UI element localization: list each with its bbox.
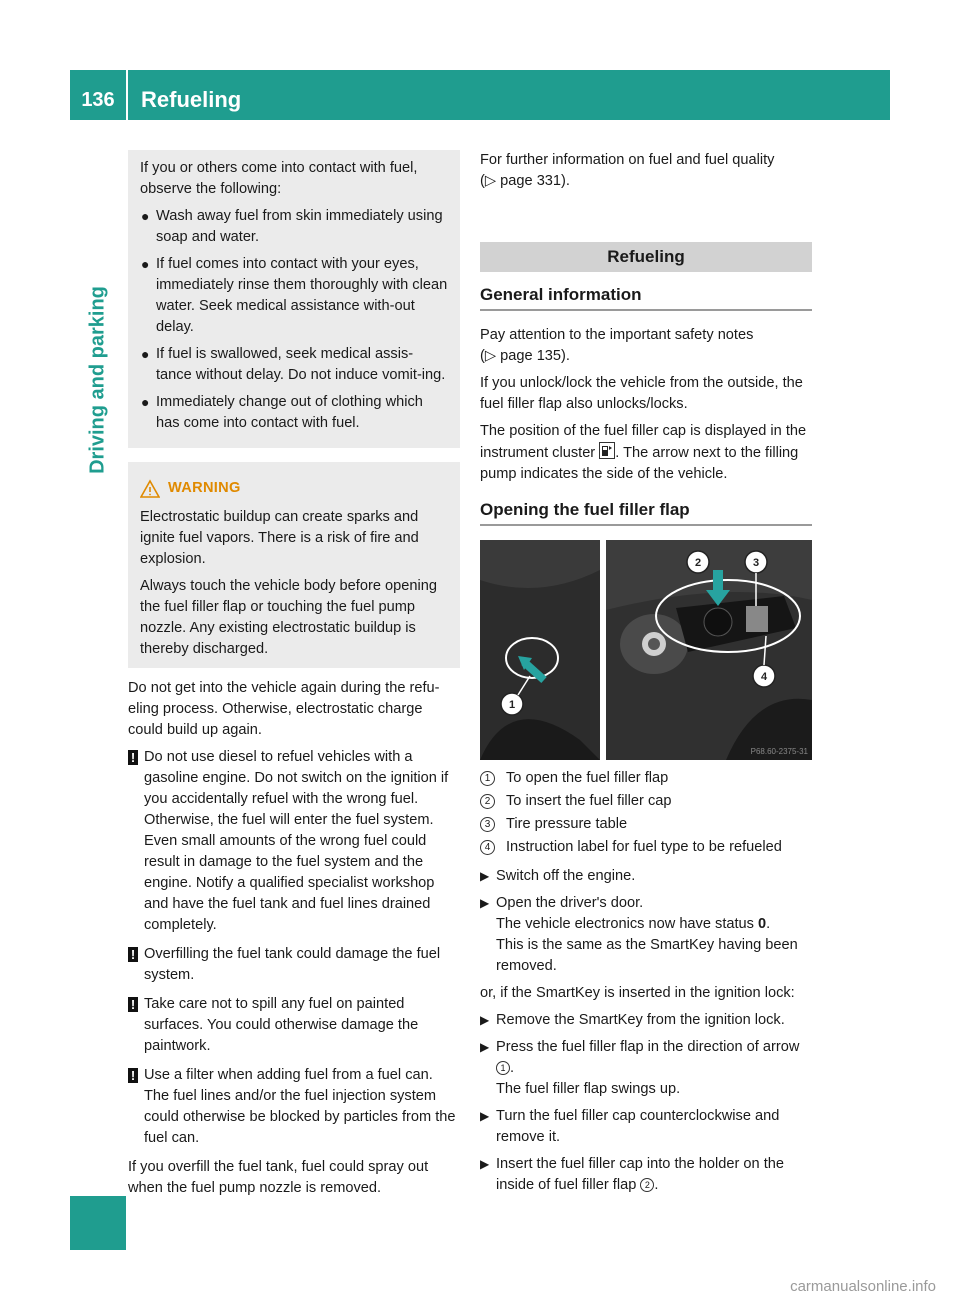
unlock-info: If you unlock/lock the vehicle from the outside, the fuel filler flap also unlocks/locks. [480, 375, 803, 412]
page-title: Refueling [141, 87, 242, 112]
caution-icon: ! [128, 997, 138, 1012]
step-arrow-icon: ▶ [480, 896, 490, 910]
step-arrow-icon: ▶ [480, 1040, 490, 1054]
header-divider [126, 70, 128, 120]
safety-notes: Pay attention to the important safety notes (▷ page 135). [480, 327, 754, 364]
fuel-pump-icon [599, 442, 615, 459]
step-arrow-icon: ▶ [480, 1109, 490, 1123]
caution-icon: ! [128, 1068, 138, 1083]
watermark: carmanualsonline.info [790, 1278, 936, 1295]
section-title: Refueling [480, 242, 812, 272]
bullet-icon: ● [141, 256, 150, 272]
overfill-note: If you overfill the fuel tank, fuel could spray out when the fuel pump nozzle is removed. [128, 1159, 429, 1196]
warning-text-1: Electrostatic buildup can create sparks and ignite fuel vapors. There is a risk of fire and explosion. [140, 509, 419, 567]
page-ref-arrow-icon: ▷ [484, 173, 497, 189]
legend-item: 4 Instruction label for fuel type to be refueled [480, 837, 812, 858]
step-arrow-icon: ▶ [480, 1013, 490, 1027]
general-info-heading: General information [480, 284, 812, 311]
warning-label: WARNING [168, 480, 241, 496]
fuel-filler-figure [480, 540, 812, 760]
legend-item: 1 To open the fuel filler flap [480, 768, 812, 789]
instruction-step: ▶ Insert the fuel filler cap into the holder on the inside of fuel filler flap 2 . [480, 1156, 784, 1193]
page-number: 136 [81, 89, 115, 111]
legend-item: 2 To insert the fuel filler cap [480, 791, 812, 812]
list-item: ● Wash away fuel from skin immediately using soap and water. [141, 208, 443, 245]
svg-text:3: 3 [752, 557, 760, 569]
callout-number: 1 [496, 1061, 510, 1075]
caution-note: ! Overfilling the fuel tank could damage the fuel system. [128, 944, 460, 986]
warning-heading [140, 478, 448, 499]
list-item: ● If fuel is swallowed, seek medical assis-tance without delay. Do not induce vomit-ing. [141, 346, 446, 383]
callout-number: 3 [480, 817, 495, 832]
left-column [128, 150, 460, 1205]
fuel-contact-intro: If you or others come into contact with fuel, observe the following: [140, 160, 418, 197]
electrostatic-note: Do not get into the vehicle again during the refu-eling process. Otherwise, electrostatic charge could build up again. [128, 680, 440, 738]
svg-text:4: 4 [760, 671, 768, 683]
position-info: The position of the fuel filler cap is displayed in the instrument cluster . The arrow next to the filling pump indicates the side of the vehicle. [480, 423, 807, 482]
instruction-step: ▶ Turn the fuel filler cap counterclockwise and remove it. [480, 1108, 780, 1145]
page-reference[interactable]: page 135). [500, 348, 570, 364]
chapter-label: Driving and parking [86, 286, 109, 474]
list-item: ● If fuel comes into contact with your eyes, immediately rinse them thoroughly with clean water. Seek medical assistance with-out delay. [141, 256, 448, 335]
figure-code: P68.60-2375-31 [750, 747, 808, 756]
opening-heading: Opening the fuel filler flap [480, 499, 812, 526]
caution-note: ! Do not use diesel to refuel vehicles with a gasoline engine. Do not switch on the ignition if you accidentally refuel with the wrong fuel. Otherwise, the fuel will enter the fuel system. Even small amounts of the wrong fuel could result in damage to the fuel system and the engine. Notify a qualified specialist workshop and have the fuel tank and fuel lines drained completely. [128, 747, 460, 936]
warning-box [128, 462, 460, 668]
callout-number: 2 [480, 794, 495, 809]
callout-number: 2 [640, 1178, 654, 1192]
step-arrow-icon: ▶ [480, 869, 490, 883]
caution-icon: ! [128, 750, 138, 765]
callout-number: 1 [480, 771, 495, 786]
warning-triangle-icon [140, 479, 160, 499]
bullet-icon: ● [141, 208, 150, 224]
bullet-icon: ● [141, 394, 150, 410]
svg-text:1: 1 [508, 699, 516, 711]
callout-number: 4 [480, 840, 495, 855]
fuel-flap-open-image [606, 540, 812, 760]
warning-text-2: Always touch the vehicle body before opening the fuel filler flap or touching the fuel pump nozzle. Any existing electrostatic buildup is thereby discharged. [140, 578, 437, 657]
fuel-contact-box [128, 150, 460, 448]
bullet-icon: ● [141, 346, 150, 362]
page-reference[interactable]: page 331). [500, 173, 570, 189]
chapter-marker [70, 1196, 126, 1250]
caution-icon: ! [128, 947, 138, 962]
caution-note: ! Use a filter when adding fuel from a fuel can. The fuel lines and/or the fuel injection system could otherwise be blocked by particles from the fuel can. [128, 1065, 460, 1149]
fuel-flap-closed-image [480, 540, 600, 760]
legend-item: 3 Tire pressure table [480, 814, 812, 835]
chapter-side-tab [74, 250, 122, 510]
or-condition: or, if the SmartKey is inserted in the ignition lock: [480, 985, 795, 1001]
instruction-step: ▶ Open the driver's door. The vehicle electronics now have status 0. This is the same as the SmartKey having been removed. [480, 895, 798, 974]
instruction-step: ▶ Press the fuel filler flap in the direction of arrow 1 . The fuel filler flap swings up. [480, 1039, 800, 1097]
further-info: For further information on fuel and fuel quality (▷ page 331). [480, 152, 775, 189]
svg-text:2: 2 [694, 557, 702, 569]
step-arrow-icon: ▶ [480, 1157, 490, 1171]
right-column [480, 150, 812, 1202]
fuel-contact-list [140, 206, 448, 434]
page-ref-arrow-icon: ▷ [484, 348, 497, 364]
instruction-step: ▶ Switch off the engine. [480, 866, 812, 887]
list-item: ● Immediately change out of clothing which has come into contact with fuel. [141, 394, 423, 431]
status-value: 0 [758, 916, 767, 932]
instruction-step: ▶ Remove the SmartKey from the ignition lock. [480, 1010, 812, 1031]
caution-note: ! Take care not to spill any fuel on painted surfaces. You could otherwise damage the paintwork. [128, 994, 460, 1057]
